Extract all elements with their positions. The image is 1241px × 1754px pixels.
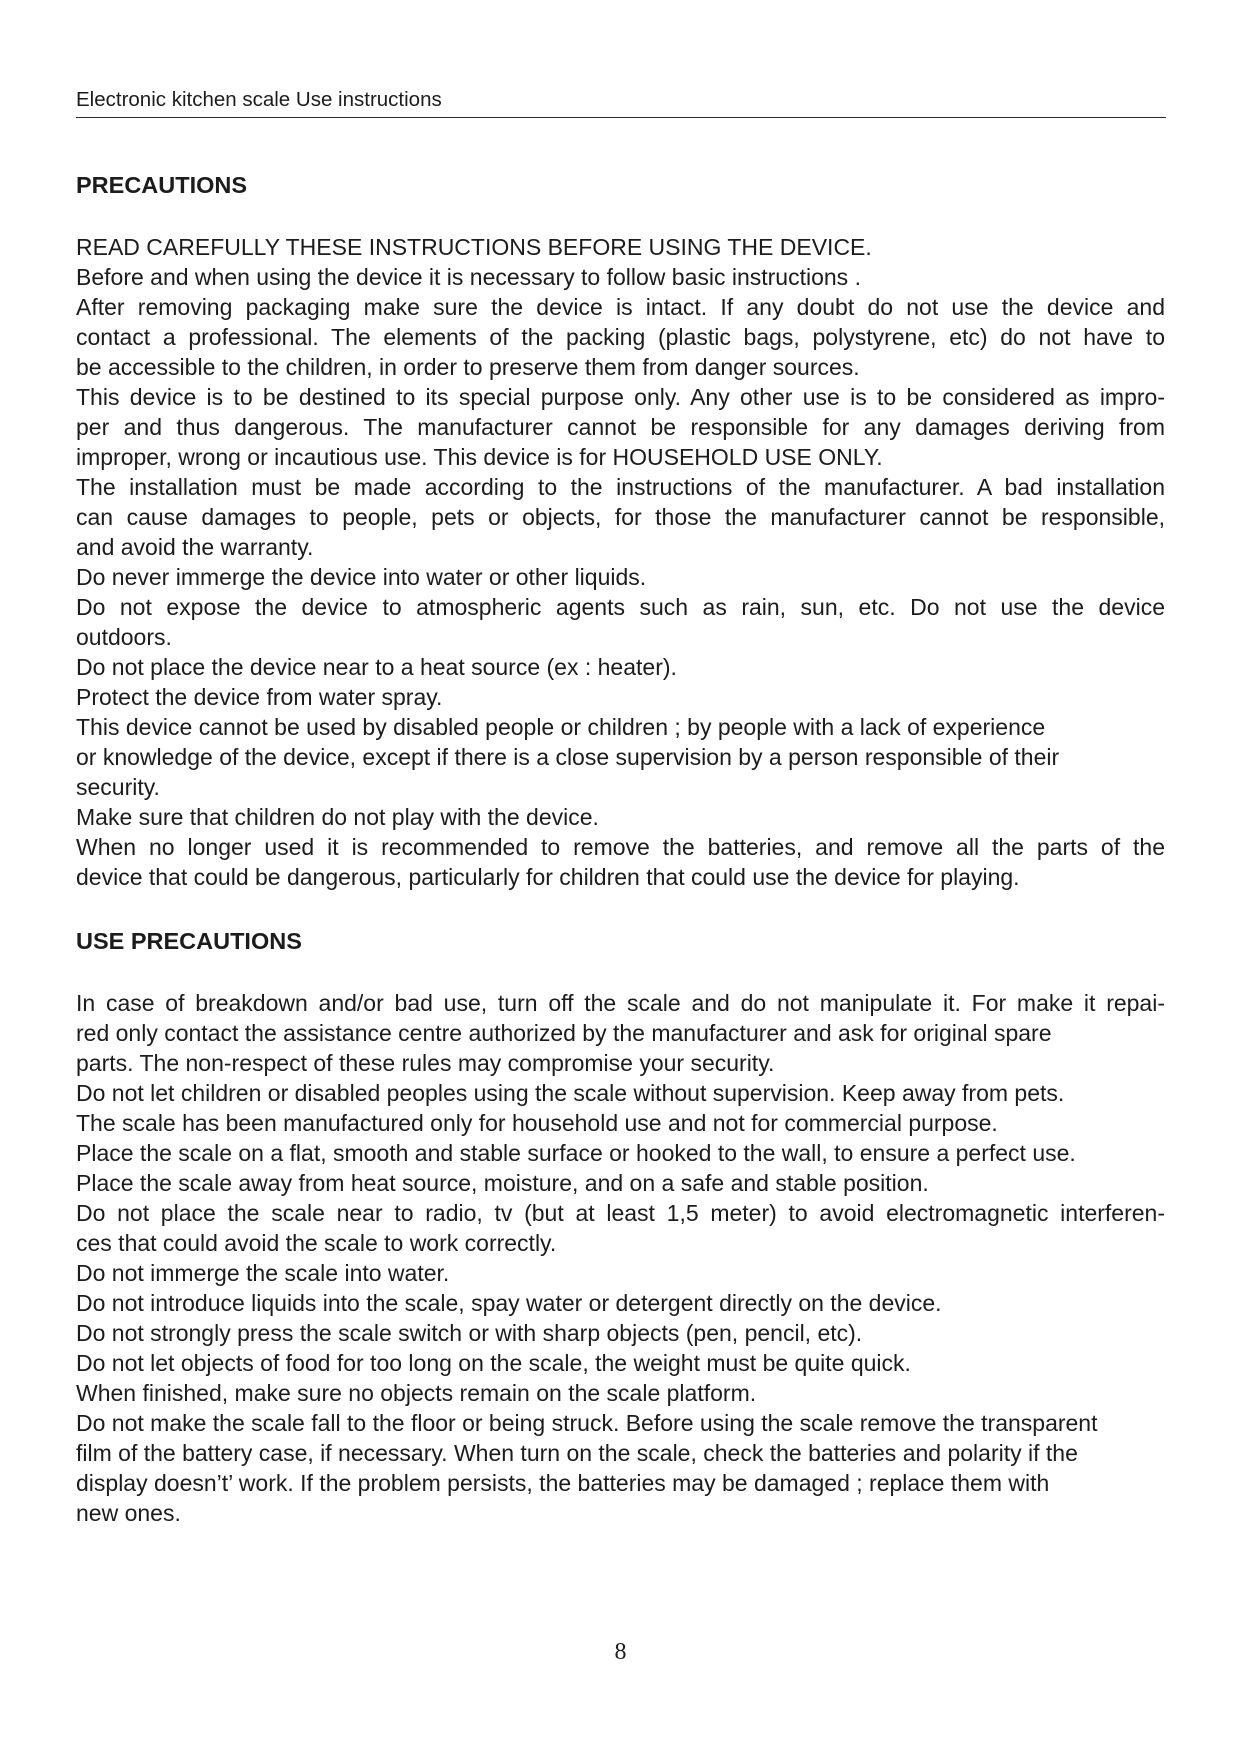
precautions-line: When no longer used it is recommended to remove the batteries, and remove all the parts of the xyxy=(76,834,1165,860)
use-precautions-line: Do not place the scale near to radio, tv (but at least 1,5 meter) to avoid electromagnetic interferen- xyxy=(76,1200,1165,1226)
precautions-line: contact a professional. The elements of the packing (plastic bags, polystyrene, etc) do not have to xyxy=(76,324,1165,350)
use-precautions-line: ces that could avoid the scale to work correctly. xyxy=(76,1230,557,1256)
precautions-line: improper, wrong or incautious use. This device is for HOUSEHOLD USE ONLY. xyxy=(76,444,883,470)
use-precautions-line: Do not let children or disabled peoples using the scale without supervision. Keep away from pets. xyxy=(76,1080,1065,1106)
use-precautions-line: new ones. xyxy=(76,1500,181,1526)
precautions-line: or knowledge of the device, except if there is a close supervision by a person responsible of their xyxy=(76,744,1060,770)
precautions-line: READ CAREFULLY THESE INSTRUCTIONS BEFORE USING THE DEVICE. xyxy=(76,234,872,260)
precautions-line: This device is to be destined to its special purpose only. Any other use is to be considered as impro- xyxy=(76,384,1165,410)
use-precautions-line: Do not introduce liquids into the scale, spay water or detergent directly on the device. xyxy=(76,1290,942,1316)
precautions-line: device that could be dangerous, particularly for children that could use the device for playing. xyxy=(76,864,1020,890)
precautions-line: and avoid the warranty. xyxy=(76,534,314,560)
use-precautions-line: The scale has been manufactured only for household use and not for commercial purpose. xyxy=(76,1110,998,1136)
use-precautions-line: Do not make the scale fall to the floor or being struck. Before using the scale remove the transparent xyxy=(76,1410,1098,1436)
use-precautions-line: Do not let objects of food for too long on the scale, the weight must be quite quick. xyxy=(76,1350,911,1376)
precautions-line: This device cannot be used by disabled people or children ; by people with a lack of experience xyxy=(76,714,1046,740)
precautions-line: can cause damages to people, pets or objects, for those the manufacturer cannot be responsible, xyxy=(76,504,1165,530)
precautions-line: Make sure that children do not play with the device. xyxy=(76,804,599,830)
use-precautions-line: When finished, make sure no objects remain on the scale platform. xyxy=(76,1380,757,1406)
precautions-line: per and thus dangerous. The manufacturer cannot be responsible for any damages deriving from xyxy=(76,414,1165,440)
use-precautions-line: parts. The non-respect of these rules may compromise your security. xyxy=(76,1050,775,1076)
page-number: 8 xyxy=(614,1639,627,1665)
precautions-line: The installation must be made according to the instructions of the manufacturer. A bad installation xyxy=(76,474,1165,500)
use-precautions-line: In case of breakdown and/or bad use, turn off the scale and do not manipulate it. For make it repai- xyxy=(76,990,1165,1016)
precautions-line: After removing packaging make sure the device is intact. If any doubt do not use the device and xyxy=(76,294,1165,320)
precautions-line: Do never immerge the device into water or other liquids. xyxy=(76,564,647,590)
precautions-line: be accessible to the children, in order to preserve them from danger sources. xyxy=(76,354,860,380)
precautions-line: Protect the device from water spray. xyxy=(76,684,443,710)
use-precautions-line: Place the scale on a flat, smooth and stable surface or hooked to the wall, to ensure a perfect use. xyxy=(76,1140,1076,1166)
precautions-line: Before and when using the device it is necessary to follow basic instructions . xyxy=(76,264,861,290)
precautions-heading: PRECAUTIONS xyxy=(76,172,248,198)
use-precautions-line: Do not immerge the scale into water. xyxy=(76,1260,450,1286)
header-divider xyxy=(76,117,1166,118)
use-precautions-line: display doesn’t’ work. If the problem persists, the batteries may be damaged ; replace them with xyxy=(76,1470,1050,1496)
precautions-line: security. xyxy=(76,774,160,800)
use-precautions-heading: USE PRECAUTIONS xyxy=(76,928,302,954)
use-precautions-line: Do not strongly press the scale switch or with sharp objects (pen, pencil, etc). xyxy=(76,1320,863,1346)
use-precautions-line: film of the battery case, if necessary. When turn on the scale, check the batteries and polarity if the xyxy=(76,1440,1078,1466)
use-precautions-line: red only contact the assistance centre authorized by the manufacturer and ask for original spare xyxy=(76,1020,1052,1046)
precautions-line: outdoors. xyxy=(76,624,172,650)
precautions-line: Do not place the device near to a heat source (ex : heater). xyxy=(76,654,677,680)
precautions-line: Do not expose the device to atmospheric agents such as rain, sun, etc. Do not use the device xyxy=(76,594,1165,620)
page-header: Electronic kitchen scale Use instructions xyxy=(76,88,442,111)
use-precautions-line: Place the scale away from heat source, moisture, and on a safe and stable position. xyxy=(76,1170,929,1196)
